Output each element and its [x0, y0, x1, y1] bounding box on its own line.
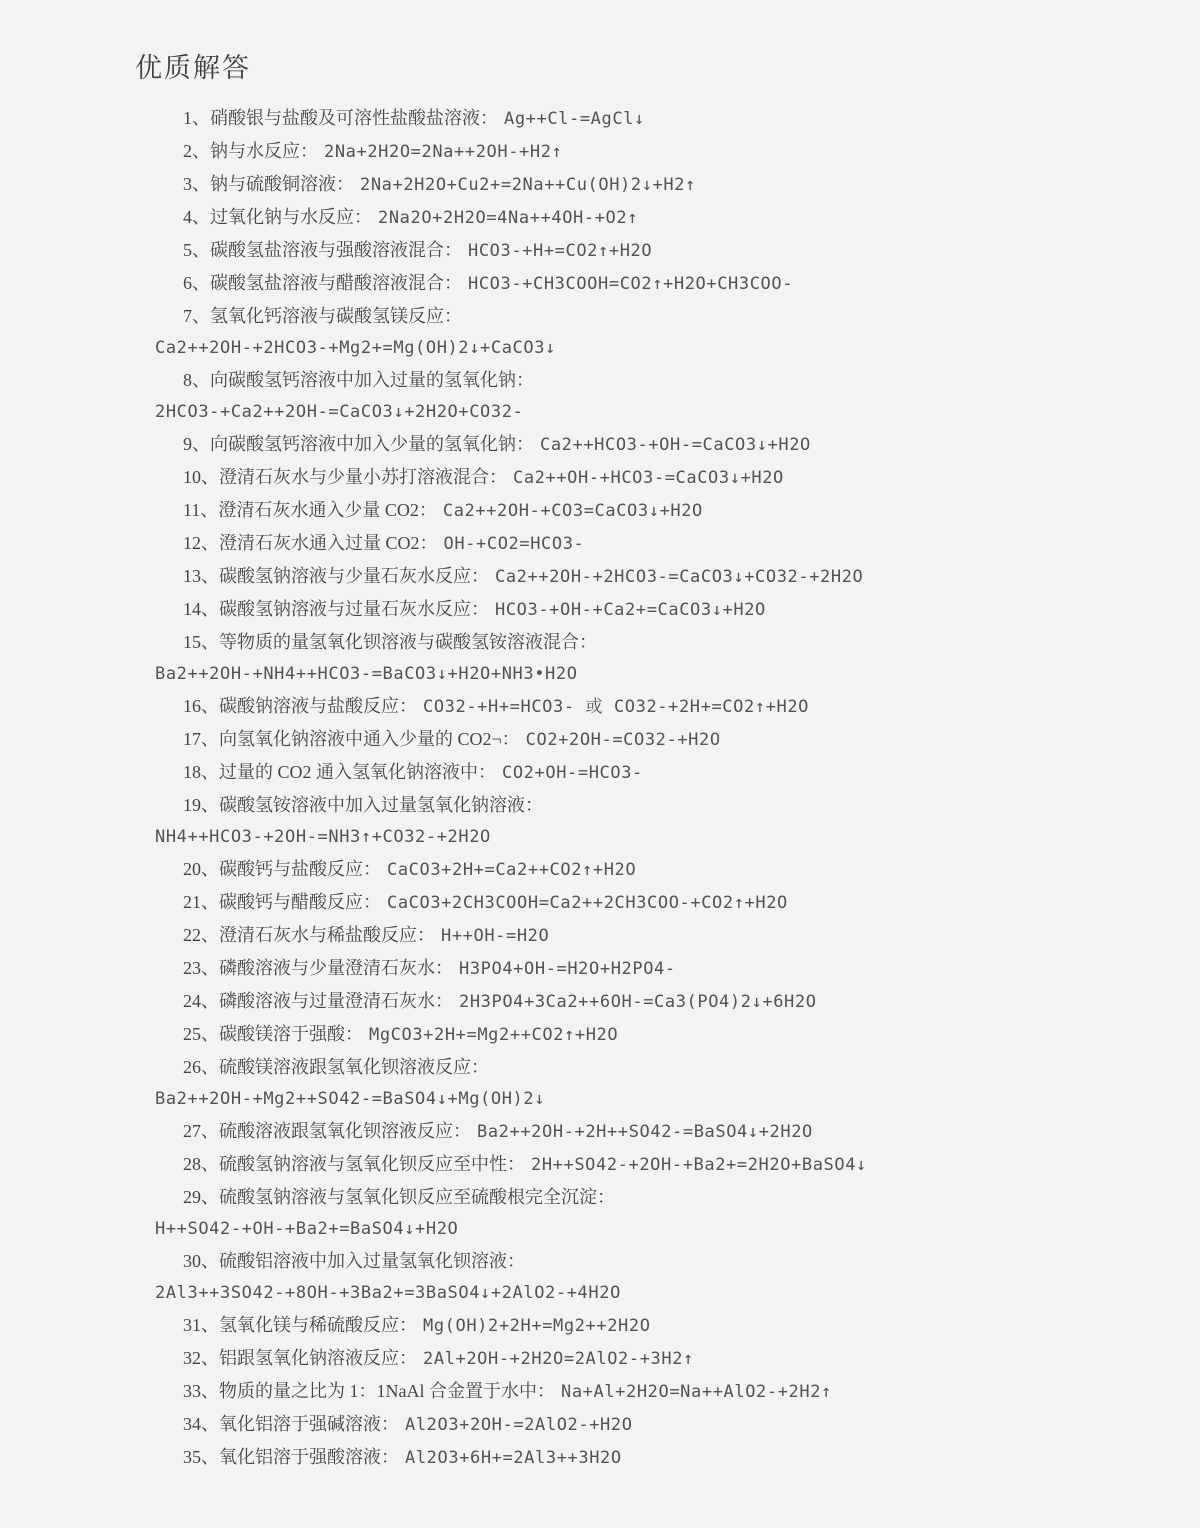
item-equation-line2: Ba2++2OH-+NH4++HCO3-=BaCO3↓+H2O+NH3•H2O: [155, 664, 578, 684]
item-description: 氧化铝溶于强碱溶液：: [219, 1414, 399, 1434]
item-number: 30、: [183, 1251, 219, 1271]
item-description: 向氢氧化钠溶液中通入少量的 CO2¬：: [219, 729, 520, 749]
item-equation: CO2+2OH-=CO32-+H2O: [525, 730, 721, 750]
equation-item: [155, 1245, 1160, 1309]
item-equation-line2: 2HCO3-+Ca2++2OH-=CaCO3↓+2H2O+CO32-: [155, 402, 524, 422]
item-number: 22、: [183, 925, 219, 945]
item-number: 34、: [183, 1414, 219, 1434]
equation-item: [155, 789, 1160, 853]
item-description: 碳酸氢盐溶液与醋酸溶液混合：: [210, 273, 462, 293]
item-equation-line2: Ca2++2OH-+2HCO3-+Mg2+=Mg(OH)2↓+CaCO3↓: [155, 338, 556, 358]
equation-item: [155, 560, 1160, 593]
item-number: 6、: [183, 273, 210, 293]
item-equation: HCO3-+OH-+Ca2+=CaCO3↓+H2O: [495, 600, 766, 620]
item-description: 钠与硫酸铜溶液：: [210, 174, 354, 194]
equation-item: [155, 756, 1160, 789]
equation-item: [155, 1018, 1160, 1051]
item-number: 28、: [183, 1154, 219, 1174]
item-number: 26、: [183, 1057, 219, 1077]
item-equation: H++OH-=H2O: [441, 926, 550, 946]
item-equation-line2: Ba2++2OH-+Mg2++SO42-=BaSO4↓+Mg(OH)2↓: [155, 1089, 546, 1109]
item-description: 硫酸溶液跟氢氧化钡溶液反应：: [219, 1121, 471, 1141]
item-equation: HCO3-+CH3COOH=CO2↑+H2O+CH3COO-: [468, 274, 794, 294]
item-equation: CO32-+H+=HCO3- 或 CO32-+2H+=CO2↑+H2O: [423, 697, 809, 717]
equation-item: [155, 1115, 1160, 1148]
item-description: 碳酸钙与盐酸反应：: [219, 859, 381, 879]
item-description: 过氧化钠与水反应：: [210, 207, 372, 227]
item-equation-line2: NH4++HCO3-+2OH-=NH3↑+CO32-+2H2O: [155, 827, 491, 847]
item-number: 14、: [183, 599, 219, 619]
item-equation: Mg(OH)2+2H+=Mg2++2H2O: [423, 1316, 651, 1336]
item-equation: Na+Al+2H2O=Na++AlO2-+2H2↑: [561, 1382, 832, 1402]
equation-item: [155, 201, 1160, 234]
item-description: 磷酸溶液与过量澄清石灰水：: [219, 991, 453, 1011]
item-description: 等物质的量氢氧化钡溶液与碳酸氢铵溶液混合：: [219, 632, 597, 652]
equation-item: [155, 952, 1160, 985]
item-equation: Al2O3+6H+=2Al3++3H2O: [405, 1448, 622, 1468]
equation-item: [155, 428, 1160, 461]
item-description: 钠与水反应：: [210, 141, 318, 161]
equation-item: [155, 1342, 1160, 1375]
item-equation: Ca2++2OH-+2HCO3-=CaCO3↓+CO32-+2H2O: [495, 567, 864, 587]
equation-item: [155, 723, 1160, 756]
item-number: 27、: [183, 1121, 219, 1141]
equation-item: [155, 267, 1160, 300]
item-number: 23、: [183, 958, 219, 978]
item-number: 12、: [183, 533, 219, 553]
item-equation: HCO3-+H+=CO2↑+H2O: [468, 241, 653, 261]
item-number: 7、: [183, 306, 210, 326]
item-description: 澄清石灰水与稀盐酸反应：: [219, 925, 435, 945]
item-number: 24、: [183, 991, 219, 1011]
item-number: 4、: [183, 207, 210, 227]
item-number: 8、: [183, 370, 210, 390]
item-number: 21、: [183, 892, 219, 912]
item-description: 碳酸氢钠溶液与过量石灰水反应：: [219, 599, 489, 619]
item-number: 13、: [183, 566, 219, 586]
item-equation: Ca2++OH-+HCO3-=CaCO3↓+H2O: [513, 468, 784, 488]
item-number: 33、: [183, 1381, 219, 1401]
item-description: 碳酸钠溶液与盐酸反应：: [219, 696, 417, 716]
item-number: 31、: [183, 1315, 219, 1335]
item-description: 向碳酸氢钙溶液中加入少量的氢氧化钠：: [210, 434, 534, 454]
equation-item: [155, 364, 1160, 428]
item-description: 磷酸溶液与少量澄清石灰水：: [219, 958, 453, 978]
item-equation: OH-+CO2=HCO3-: [443, 534, 585, 554]
item-number: 1、: [183, 108, 210, 128]
equation-list: [155, 102, 1160, 1474]
item-description: 铝跟氢氧化钠溶液反应：: [219, 1348, 417, 1368]
item-description: 碳酸氢钠溶液与少量石灰水反应：: [219, 566, 489, 586]
item-equation: 2Na2O+2H2O=4Na++4OH-+O2↑: [378, 208, 639, 228]
item-equation: H3PO4+OH-=H2O+H2PO4-: [459, 959, 676, 979]
item-description: 氢氧化钙溶液与碳酸氢镁反应：: [210, 306, 462, 326]
item-description: 物质的量之比为 1：1NaAl 合金置于水中：: [219, 1381, 555, 1401]
equation-item: [155, 494, 1160, 527]
item-equation: Al2O3+2OH-=2AlO2-+H2O: [405, 1415, 633, 1435]
item-number: 2、: [183, 141, 210, 161]
item-equation: 2H3PO4+3Ca2++6OH-=Ca3(PO4)2↓+6H2O: [459, 992, 817, 1012]
item-number: 25、: [183, 1024, 219, 1044]
item-description: 氧化铝溶于强酸溶液：: [219, 1447, 399, 1467]
equation-item: [155, 919, 1160, 952]
equation-item: [155, 102, 1160, 135]
equation-item: [155, 1375, 1160, 1408]
item-description: 硝酸银与盐酸及可溶性盐酸盐溶液：: [210, 108, 498, 128]
equation-item: [155, 234, 1160, 267]
item-description: 碳酸钙与醋酸反应：: [219, 892, 381, 912]
item-number: 10、: [183, 467, 219, 487]
item-description: 澄清石灰水通入过量 CO2：: [219, 533, 438, 553]
equation-item: [155, 886, 1160, 919]
equation-item: [155, 626, 1160, 690]
item-equation: Ca2++2OH-+CO3=CaCO3↓+H2O: [442, 501, 703, 521]
equation-item: [155, 985, 1160, 1018]
equation-item: [155, 527, 1160, 560]
equation-item: [155, 690, 1160, 723]
item-description: 澄清石灰水与少量小苏打溶液混合：: [219, 467, 507, 487]
item-equation: Ca2++HCO3-+OH-=CaCO3↓+H2O: [540, 435, 811, 455]
item-equation: Ba2++2OH-+2H++SO42-=BaSO4↓+2H2O: [477, 1122, 813, 1142]
item-number: 29、: [183, 1187, 219, 1207]
item-equation: 2H++SO42-+2OH-+Ba2+=2H2O+BaSO4↓: [531, 1155, 867, 1175]
equation-item: [155, 1408, 1160, 1441]
equation-item: [155, 168, 1160, 201]
equation-item: [155, 1051, 1160, 1115]
item-description: 硫酸镁溶液跟氢氧化钡溶液反应：: [219, 1057, 489, 1077]
item-number: 20、: [183, 859, 219, 879]
item-description: 硫酸氢钠溶液与氢氧化钡反应至硫酸根完全沉淀：: [219, 1187, 615, 1207]
item-number: 11、: [183, 500, 219, 520]
item-equation-line2: 2Al3++3SO42-+8OH-+3Ba2+=3BaSO4↓+2AlO2-+4H2O: [155, 1283, 621, 1303]
item-equation: CO2+OH-=HCO3-: [502, 763, 643, 783]
item-number: 9、: [183, 434, 210, 454]
item-number: 18、: [183, 762, 219, 782]
item-equation: 2Al+2OH-+2H2O=2AlO2-+3H2↑: [423, 1349, 694, 1369]
item-description: 氢氧化镁与稀硫酸反应：: [219, 1315, 417, 1335]
item-number: 17、: [183, 729, 219, 749]
equation-item: [155, 1148, 1160, 1181]
item-equation: 2Na+2H2O+Cu2+=2Na++Cu(OH)2↓+H2↑: [360, 175, 696, 195]
item-description: 向碳酸氢钙溶液中加入过量的氢氧化钠：: [210, 370, 534, 390]
item-number: 5、: [183, 240, 210, 260]
item-number: 3、: [183, 174, 210, 194]
item-equation: CaCO3+2H+=Ca2++CO2↑+H2O: [387, 860, 637, 880]
equation-item: [155, 1309, 1160, 1342]
item-equation: CaCO3+2CH3COOH=Ca2++2CH3COO-+CO2↑+H2O: [387, 893, 788, 913]
equation-item: [155, 853, 1160, 886]
item-equation: MgCO3+2H+=Mg2++CO2↑+H2O: [369, 1025, 619, 1045]
equation-item: [155, 135, 1160, 168]
page-title: 优质解答: [135, 53, 251, 83]
equation-item: [155, 593, 1160, 626]
item-description: 碳酸氢盐溶液与强酸溶液混合：: [210, 240, 462, 260]
item-equation: 2Na+2H2O=2Na++2OH-+H2↑: [324, 142, 563, 162]
item-description: 碳酸镁溶于强酸：: [219, 1024, 363, 1044]
item-number: 16、: [183, 696, 219, 716]
item-description: 过量的 CO2 通入氢氧化钠溶液中：: [219, 762, 497, 782]
item-equation-line2: H++SO42-+OH-+Ba2+=BaSO4↓+H2O: [155, 1219, 459, 1239]
equation-item: [155, 1441, 1160, 1474]
item-description: 碳酸氢铵溶液中加入过量氢氧化钠溶液：: [219, 795, 543, 815]
item-equation: Ag++Cl-=AgCl↓: [504, 109, 645, 129]
equation-item: [155, 300, 1160, 364]
item-number: 15、: [183, 632, 219, 652]
item-number: 32、: [183, 1348, 219, 1368]
item-number: 35、: [183, 1447, 219, 1467]
equation-item: [155, 1181, 1160, 1245]
item-description: 澄清石灰水通入少量 CO2：: [218, 500, 437, 520]
item-description: 硫酸氢钠溶液与氢氧化钡反应至中性：: [219, 1154, 525, 1174]
item-number: 19、: [183, 795, 219, 815]
item-description: 硫酸铝溶液中加入过量氢氧化钡溶液：: [219, 1251, 525, 1271]
equation-item: [155, 461, 1160, 494]
